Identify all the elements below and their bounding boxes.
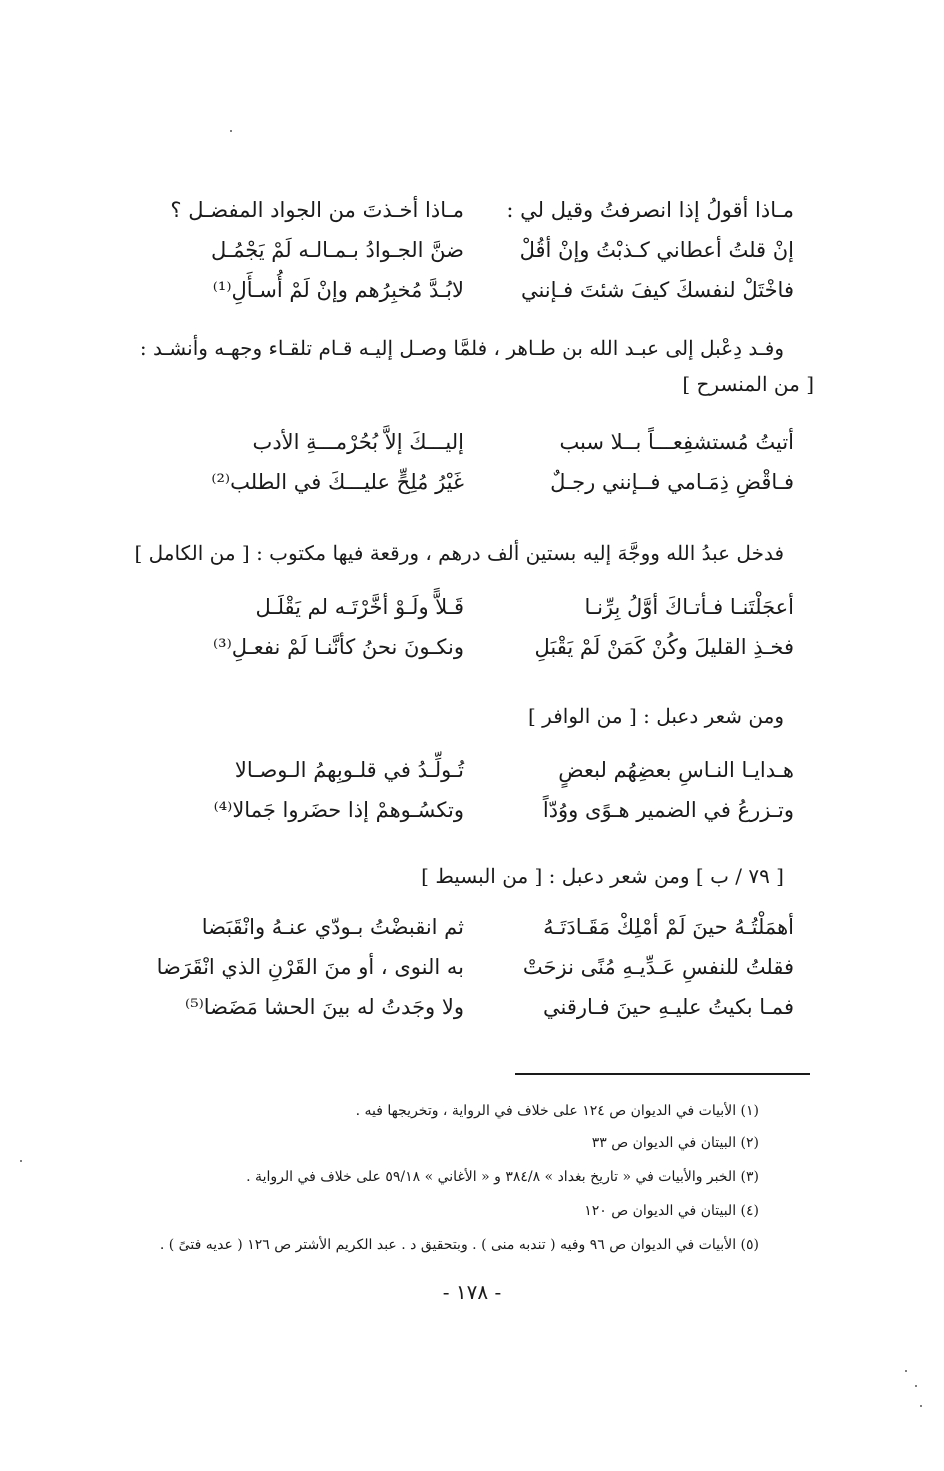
verse-line xyxy=(174,750,794,790)
verse-line xyxy=(156,947,794,987)
verse-hemistich-second: ولا وجَدتُ له بينَ الحشا مَضَضا⁽⁵⁾ xyxy=(185,995,464,1019)
verse-hemistich-first: فمـا بكيتُ عليـهِ حينَ فـارقني xyxy=(543,995,794,1019)
poem-4 xyxy=(174,750,794,830)
verse-line xyxy=(174,987,794,1027)
verse-hemistich-second: لابُـدَّ مُخبِرُهم وإنْ لَمْ أُسـأَلِ⁽¹⁾ xyxy=(212,278,464,302)
poem-1 xyxy=(170,190,794,310)
prose-text: وفـد دِعْبل إلى عبـد الله بن طـاهر ، فلمَّا وصـل إليـه قـام تلقـاء وجهـه وأنشـد : xyxy=(139,336,784,360)
verse-line xyxy=(174,587,794,627)
verse-hemistich-first: أعجَلْتَنـا فـأتـاكَ أوَّلُ بِرِّنـا xyxy=(584,595,794,619)
verse-hemistich-first: هـدايـا النـاسِ بعضِهُم لبعضٍ xyxy=(558,758,794,782)
verse-hemistich-second: به النوى ، أو منَ القَرْنِ الذي انْقَرَضا xyxy=(156,955,464,979)
poem-3 xyxy=(174,587,794,667)
verse-hemistich-first: فقلتُ للنفسِ عَـدِّيـهِ مُنًى نزحَتْ xyxy=(522,955,794,979)
footnote-3: (٣) الخبر والأبيات في « تاريخ بغداد » ٣٨٤/٨ و « الأغاني » ٥٩/١٨ على خلاف في الرواية . xyxy=(246,1169,759,1185)
verse-hemistich-first: أهمَلْتُـهُ حينَ لَمْ أمْلِكْ مَقَـادَتَـهُ xyxy=(543,915,794,939)
verse-hemistich-second: وتكسُـوهمْ إذا حضَروا جَمالا⁽⁴⁾ xyxy=(213,798,464,822)
verse-line xyxy=(170,190,794,230)
prose-paragraph-1 xyxy=(104,330,814,402)
verse-line xyxy=(174,270,794,310)
verse-hemistich-second: قَـلاًّ ولَـوْ أخَّرْتَـه لم يَقْلَـل xyxy=(255,595,464,619)
verse-hemistich-first: إنْ قلتُ أعطاني كـذبْتُ وإنْ أقُلْ xyxy=(519,238,794,262)
footnote-2: (٢) البيتان في الديوان ص ٣٣ xyxy=(591,1135,759,1151)
verse-line xyxy=(174,230,794,270)
verse-hemistich-first: مـاذا أقولُ إذا انصرفتُ وقيل لي : xyxy=(506,198,794,222)
poem-5 xyxy=(156,907,794,1027)
verse-line xyxy=(174,790,794,830)
poem-2 xyxy=(174,422,794,502)
footnote-4: (٤) البيتان في الديوان ص ١٢٠ xyxy=(584,1203,759,1219)
meter-label: [ من المنسرح ] xyxy=(682,372,814,396)
verse-hemistich-first: فـاقْضِ ذِمَـامي فــإنني رجـلٌ xyxy=(550,470,794,494)
verse-hemistich-second: إليـــكَ إلاَّ بُحُرْمـــةِ الأدب xyxy=(252,430,464,454)
scan-speck xyxy=(230,130,232,132)
verse-hemistich-second: ونكـونَ نحنُ كأنَّنـا لَمْ نفعـلِ⁽³⁾ xyxy=(212,635,464,659)
page-number: - ١٧٨ - xyxy=(442,1280,502,1304)
scan-speck xyxy=(920,1405,922,1407)
verse-hemistich-first: وتـزرعُ في الضمير هـوًى ووُدّاً xyxy=(542,798,794,822)
prose-paragraph-2 xyxy=(124,535,784,571)
scan-speck xyxy=(915,1385,917,1387)
verse-line xyxy=(174,627,794,667)
verse-line xyxy=(174,907,794,947)
verse-hemistich-second: تُـولِّـدُ في قلـوبِهمُ الـوصـالا xyxy=(234,758,464,782)
prose-paragraph-3 xyxy=(124,698,784,734)
footnote-separator xyxy=(515,1073,810,1075)
verse-hemistich-first: فخـذِ القليلَ وكُنْ كَمَنْ لَمْ يَقْبَلِ xyxy=(534,635,794,659)
verse-hemistich-second: مـاذا أخـذتَ من الجواد المفضـل ؟ xyxy=(170,198,464,222)
prose-paragraph-4 xyxy=(124,858,784,894)
scan-speck xyxy=(20,1160,22,1162)
verse-hemistich-first: فاخْتَلْ لنفسكَ كيفَ شئتَ فـإنني xyxy=(520,278,794,302)
scan-speck xyxy=(905,1370,907,1372)
prose-text: فدخل عبدُ الله ووجَّهَ إليه بستين ألف درهم ، ورقعة فيها مكتوب : [ من الكامل ] xyxy=(134,541,784,565)
footnote-5: (٥) الأبيات في الديوان ص ٩٦ وفيه ( تندبه منى ) . وبتحقيق د . عبد الكريم الأشتر ص ١٢٦ ( عديه فتىً ) . xyxy=(159,1237,759,1253)
verse-line xyxy=(174,422,794,462)
prose-text: ومن شعر دعبل : [ من الوافر ] xyxy=(528,704,784,728)
footnote-1: (١) الأبيات في الديوان ص ١٢٤ على خلاف في الرواية ، وتخريجها فيه . xyxy=(355,1103,759,1119)
verse-hemistich-second: ثم انقبضْتُ بـودّي عنـهُ وانْقَبَضا xyxy=(201,915,464,939)
verse-hemistich-second: غَيْرُ مُلِحٍّ عليـــكَ في الطلب⁽²⁾ xyxy=(211,470,464,494)
verse-line xyxy=(174,462,794,502)
verse-hemistich-second: ضنَّ الجـوادُ بـمـالـه لَمْ يَجْمُـل xyxy=(211,238,464,262)
prose-text: [ ٧٩ / ب ] ومن شعر دعبل : [ من البسيط ] xyxy=(421,864,784,888)
verse-hemistich-first: أتيتُ مُستشفِعـــاً بــلا سبب xyxy=(559,430,794,454)
